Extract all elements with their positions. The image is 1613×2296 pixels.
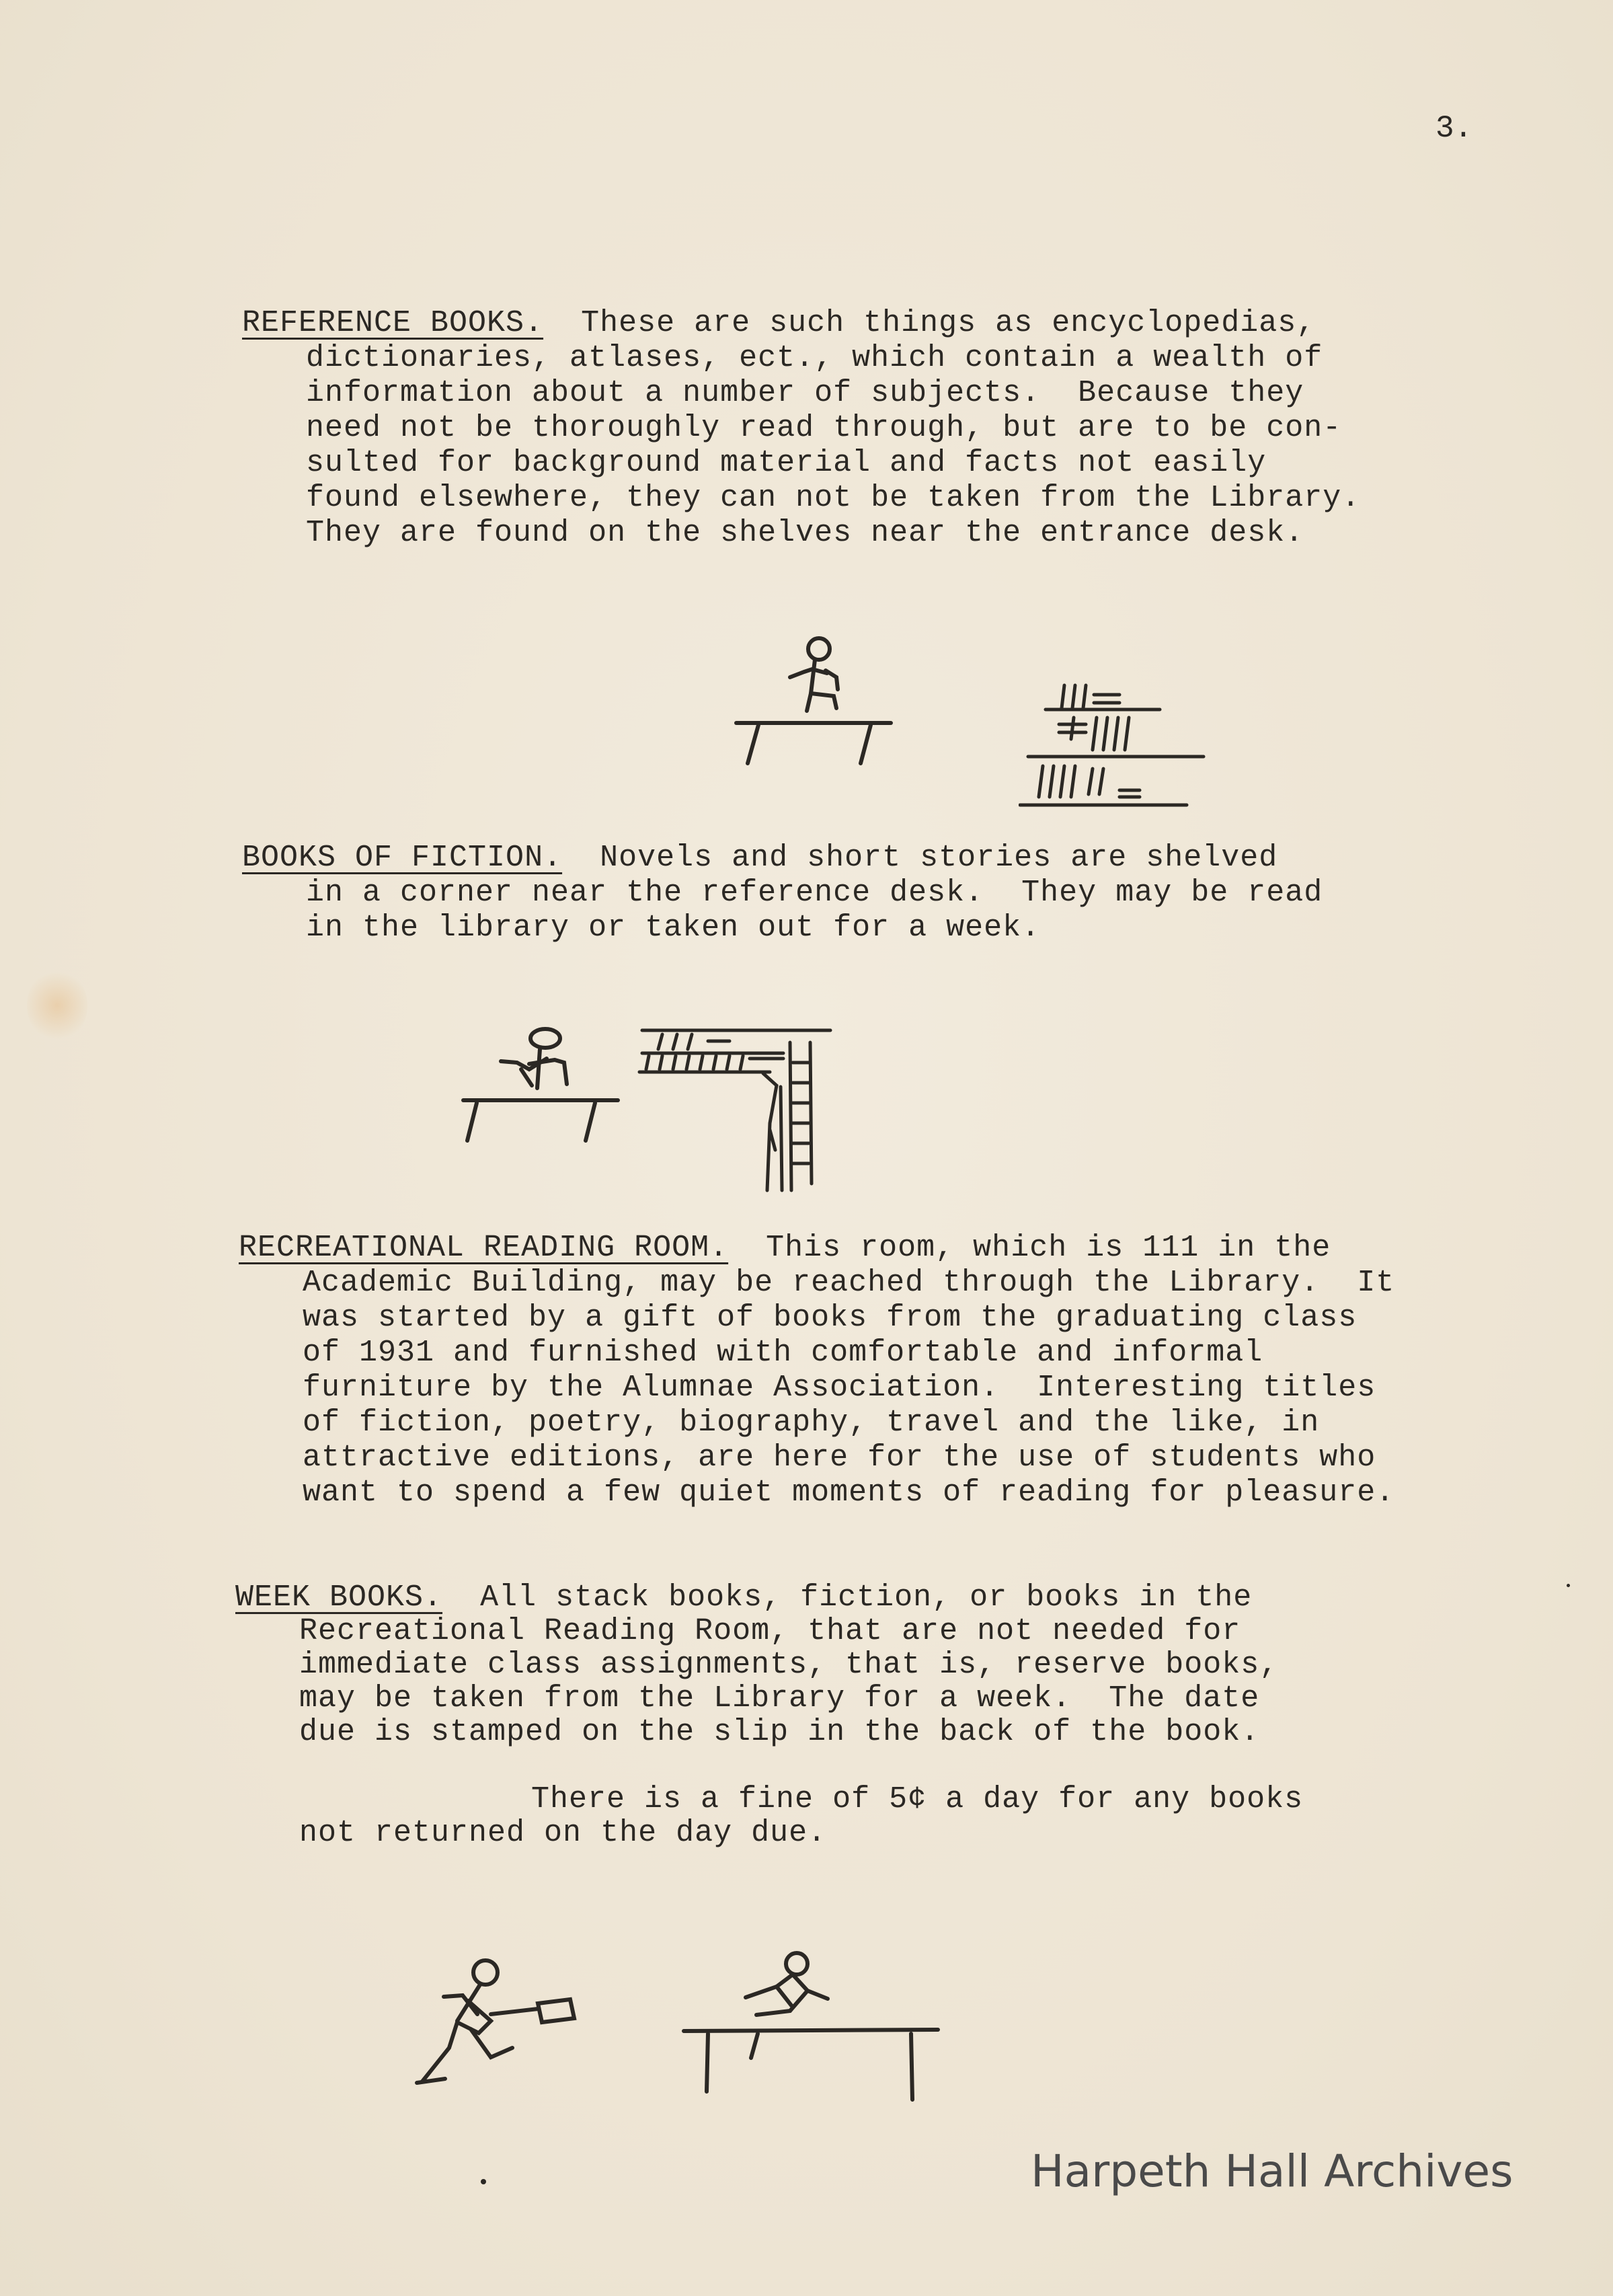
ink-dot xyxy=(481,2179,486,2184)
section-line: immediate class assignments, that is, reserve books, xyxy=(299,1648,1279,1682)
running-figure-icon xyxy=(410,1947,585,2102)
section-line: sulted for background material and facts not easily xyxy=(306,446,1267,480)
section-line: They are found on the shelves near the entrance desk. xyxy=(306,516,1304,550)
section-heading: BOOKS OF FICTION. xyxy=(242,841,563,875)
section-line: in the library or taken out for a week. xyxy=(306,911,1041,945)
section-first-line xyxy=(242,306,1315,341)
section-line: attractive editions, are here for the use of students who xyxy=(303,1441,1376,1475)
section-line: was started by a gift of books from the graduating class xyxy=(303,1301,1358,1335)
section-text: These are such things as encyclopedias, xyxy=(543,306,1316,340)
section-line: due is stamped on the slip in the back of the book. xyxy=(299,1715,1260,1749)
figure-at-desk-icon xyxy=(726,629,901,773)
section-line: need not be thoroughly read through, but are to be con- xyxy=(306,411,1342,445)
section-line: of fiction, poetry, biography, travel and the like, in xyxy=(303,1406,1320,1440)
section-line: of 1931 and furnished with comfortable and informal xyxy=(303,1336,1263,1370)
section-line: may be taken from the Library for a week. The date xyxy=(299,1681,1260,1716)
section-first-line xyxy=(235,1580,1252,1615)
section-text: This room, which is 111 in the xyxy=(728,1231,1331,1265)
section-line: information about a number of subjects. Because they xyxy=(306,376,1304,410)
section-text: All stack books, fiction, or books in the xyxy=(442,1580,1253,1615)
page-number: 3. xyxy=(1435,111,1473,146)
section-line: Academic Building, may be reached through the Library. It xyxy=(303,1266,1395,1300)
paper-stain xyxy=(27,968,87,1042)
corner-bookshelf-icon xyxy=(635,1022,837,1204)
section-first-line xyxy=(242,841,1277,876)
section-text: Novels and short stories are shelved xyxy=(562,841,1278,875)
section-line: found elsewhere, they can not be taken from the Library. xyxy=(306,481,1361,515)
section-line: want to spend a few quiet moments of reading for pleasure. xyxy=(303,1476,1395,1510)
ink-dot xyxy=(1567,1584,1570,1587)
fine-line: There is a fine of 5¢ a day for any books xyxy=(531,1782,1304,1816)
fine-line: not returned on the day due. xyxy=(299,1816,827,1850)
section-heading: WEEK BOOKS. xyxy=(235,1580,443,1615)
section-line: dictionaries, atlases, ect., which contain a wealth of xyxy=(306,341,1323,375)
section-heading: RECREATIONAL READING ROOM. xyxy=(239,1231,729,1265)
section-heading: REFERENCE BOOKS. xyxy=(242,306,544,340)
section-first-line xyxy=(239,1231,1331,1266)
figure-at-table-icon xyxy=(676,1944,945,2105)
archive-watermark: Harpeth Hall Archives xyxy=(1031,2145,1513,2197)
section-line: Recreational Reading Room, that are not needed for xyxy=(299,1614,1241,1648)
bookshelf-icon xyxy=(1019,676,1214,817)
section-line: in a corner near the reference desk. They may be read xyxy=(306,876,1323,910)
figure-at-desk-icon xyxy=(454,1016,629,1150)
section-line: furniture by the Alumnae Association. Interesting titles xyxy=(303,1371,1376,1405)
